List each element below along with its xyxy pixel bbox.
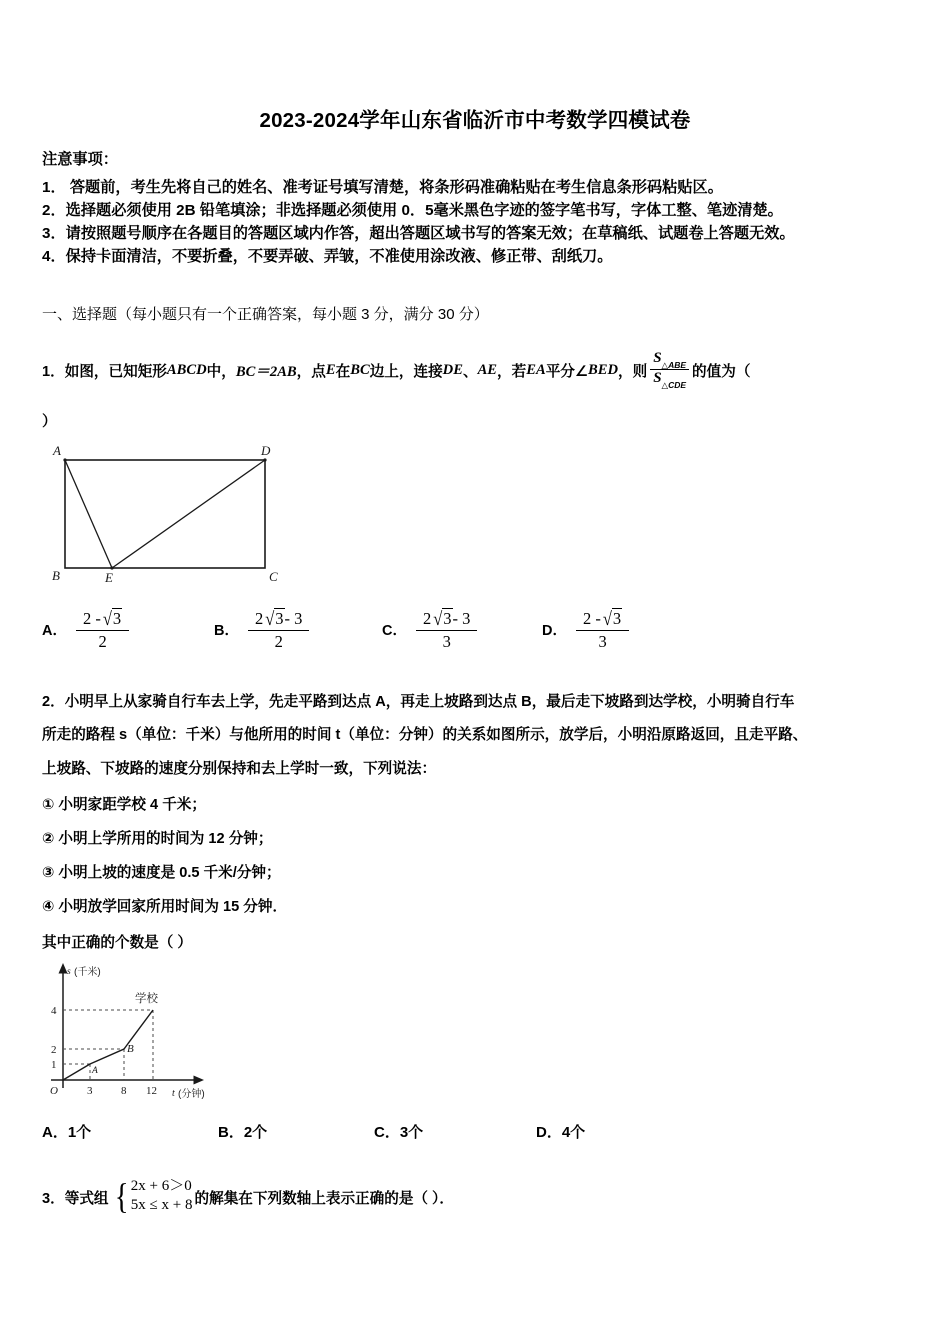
svg-text:学校: 学校: [135, 993, 158, 1005]
svg-text:4: 4: [51, 1005, 57, 1017]
question-2-statement-3: ③ 小明上坡的速度是 0.5 千米/分钟；: [42, 865, 281, 881]
q1-option-d-radicand: 3: [612, 609, 622, 628]
q1-text-5: 边上，连接: [369, 363, 443, 380]
q1-ratio-num-subscript: △ABE: [661, 359, 687, 370]
q1-option-b-radicand: 3: [275, 609, 284, 628]
question-1-stem: [42, 352, 750, 389]
q1-text-8: ，则: [618, 363, 648, 380]
q1-option-a-fraction: [76, 608, 129, 652]
q1-option-a-numerator: [76, 608, 129, 631]
q1-text-6: ，若: [497, 363, 527, 380]
section-heading-multiple-choice: 一、选择题（每小题只有一个正确答案，每小题 3 分，满分 30 分）: [42, 306, 489, 323]
q3-text-pre: 等式组: [64, 1190, 109, 1207]
left-brace-icon: {: [114, 1175, 129, 1216]
q1-option-c[interactable]: [382, 608, 477, 652]
question-2-statement-4: ④ 小明放学回家所用时间为 15 分钟．: [42, 899, 288, 915]
q1-text-3: ，点: [296, 363, 326, 380]
q1-ratio-numerator: [650, 351, 689, 370]
q1-var-ae: AE: [477, 361, 498, 378]
question-3-stem: [42, 1175, 454, 1216]
q1-text-2: 中，: [206, 363, 236, 380]
q1-ratio-num-symbol: S: [653, 350, 662, 366]
q1-option-c-num-post: - 3: [452, 609, 471, 628]
q3-inequality-rows: [131, 1177, 193, 1215]
svg-text:1: 1: [51, 1059, 57, 1071]
question-2-figure-distance-time-graph: [45, 960, 275, 1110]
svg-text:E: E: [105, 570, 113, 585]
q1-option-d-label: D．: [542, 623, 567, 640]
q1-option-a-num-pre: 2 -: [82, 609, 101, 628]
q1-option-c-radicand: 3: [443, 609, 452, 628]
question-1-figure-rectangle-abcd: [45, 438, 295, 593]
svg-text:(千米): (千米): [74, 967, 101, 978]
sqrt-icon: √3: [102, 607, 122, 630]
question-2-statement-2: ② 小明上学所用的时间为 12 分钟；: [42, 831, 273, 847]
q1-option-b-fraction: [248, 608, 309, 652]
q1-var-e: E: [325, 361, 336, 378]
q3-inequality-2: 5x ≤ x + 8: [130, 1197, 193, 1214]
q1-option-d-denominator: 3: [598, 631, 607, 651]
q1-option-b-label: B．: [214, 623, 239, 640]
q1-sep-1: 、: [462, 363, 478, 380]
q2-option-c[interactable]: C．3个: [374, 1124, 424, 1141]
q1-option-b-denominator: 2: [274, 631, 283, 651]
sqrt-icon: √3: [265, 607, 284, 630]
q2-option-d[interactable]: D．4个: [536, 1124, 586, 1141]
q1-option-a-label: A．: [42, 623, 67, 640]
svg-text:(分钟): (分钟): [178, 1089, 205, 1100]
q1-option-b[interactable]: [214, 608, 309, 652]
q1-number: 1．: [42, 363, 65, 380]
q1-option-d-fraction: [576, 608, 629, 652]
svg-text:2: 2: [51, 1044, 57, 1056]
q1-option-d-numerator: [576, 608, 629, 631]
q1-option-b-numerator: [248, 608, 309, 631]
q1-var-ea: EA: [526, 361, 546, 378]
notice-heading: 注意事项：: [42, 151, 118, 168]
q1-ratio-denominator: [650, 370, 689, 388]
question-2-question-tail: 其中正确的个数是（ ）: [42, 935, 192, 951]
q1-ratio-den-symbol: S: [653, 369, 662, 386]
svg-text:C: C: [269, 569, 278, 584]
q1-eq-bc: BC＝2AB: [235, 363, 297, 380]
q1-option-a-radicand: 3: [112, 609, 122, 628]
notice-item-2: 2．选择题必须使用 2B 铅笔填涂；非选择题必须使用 0．5毫米黑色字迹的签字笔书写，字体工整、笔迹清楚。: [42, 202, 783, 219]
q1-area-ratio-fraction: [650, 351, 689, 388]
q3-number: 3．: [42, 1190, 65, 1207]
page-title: 2023-2024学年山东省临沂市中考数学四模试卷: [259, 109, 691, 132]
notice-item-4: 4．保持卡面清洁，不要折叠，不要弄破、弄皱，不准使用涂改液、修正带、刮纸刀。: [42, 248, 613, 265]
notice-item-1: 1． 答题前，考生先将自己的姓名、准考证号填写清楚，将条形码准确粘贴在考生信息条形码粘贴区。: [42, 179, 723, 196]
notice-item-3: 3．请按照题号顺序在各题目的答题区域内作答，超出答题区域书写的答案无效；在草稿纸、试题卷上答题无效。: [42, 225, 795, 242]
svg-text:t: t: [172, 1088, 175, 1099]
svg-text:A: A: [53, 443, 61, 458]
q1-var-abcd: ABCD: [166, 361, 207, 378]
q1-var-bc: BC: [350, 361, 370, 378]
q1-angle-bed: BED: [587, 361, 618, 378]
q3-text-post: 的解集在下列数轴上表示正确的是（ ）．: [194, 1190, 454, 1207]
q2-option-a[interactable]: A．1个: [42, 1124, 92, 1141]
q1-option-c-fraction: [416, 608, 477, 652]
sqrt-icon: √3: [602, 607, 622, 630]
q1-text-1: 如图，已知矩形: [64, 363, 167, 380]
svg-text:s: s: [67, 967, 71, 977]
svg-text:12: 12: [146, 1085, 157, 1097]
sqrt-icon: √3: [433, 607, 452, 630]
svg-text:B: B: [52, 568, 60, 583]
question-2-stem-line-2: 所走的路程 s（单位：千米）与他所用的时间 t（单位：分钟）的关系如图所示，放学后，小明沿原路返回，且走平路、: [42, 727, 808, 743]
svg-text:8: 8: [121, 1085, 127, 1097]
question-2-statement-1: ① 小明家距学校 4 千米；: [42, 797, 206, 813]
question-2-options: [42, 1121, 742, 1147]
q1-var-de: DE: [442, 361, 463, 378]
q1-option-c-num-pre: 2: [422, 609, 432, 628]
q1-option-d-num-pre: 2 -: [582, 609, 601, 628]
question-1-options: [42, 600, 742, 655]
q1-option-c-numerator: [416, 608, 477, 631]
svg-text:A: A: [92, 1066, 98, 1076]
svg-text:O: O: [50, 1085, 58, 1097]
q1-closing-paren: ）: [42, 414, 57, 430]
question-2-stem-line-1: 2．小明早上从家骑自行车去上学，先走平路到达点 A，再走上坡路到达点 B，最后走下坡路到达学校，小明骑自行车: [42, 694, 795, 710]
q1-option-a[interactable]: [42, 608, 129, 652]
q1-text-4: 在: [335, 363, 351, 380]
q1-option-b-num-post: - 3: [284, 609, 303, 628]
q3-inequality-system: [113, 1177, 193, 1215]
q1-option-c-label: C．: [382, 623, 407, 640]
q1-option-b-num-pre: 2: [254, 609, 264, 628]
q3-inequality-1: 2x + 6＞0: [130, 1178, 192, 1194]
q1-ratio-den-subscript: △CDE: [661, 379, 687, 390]
svg-text:3: 3: [87, 1085, 93, 1097]
q1-text-9: 的值为（: [692, 363, 751, 380]
q1-text-7: 平分∠: [545, 363, 588, 380]
q1-option-c-denominator: 3: [442, 631, 451, 651]
svg-text:B: B: [127, 1043, 134, 1055]
q1-option-a-denominator: 2: [98, 631, 107, 651]
q2-option-b[interactable]: B．2个: [218, 1124, 268, 1141]
question-2-stem-line-3: 上坡路、下坡路的速度分别保持和去上学时一致，下列说法：: [42, 761, 437, 777]
q1-option-d[interactable]: [542, 608, 629, 652]
svg-text:D: D: [261, 443, 271, 458]
